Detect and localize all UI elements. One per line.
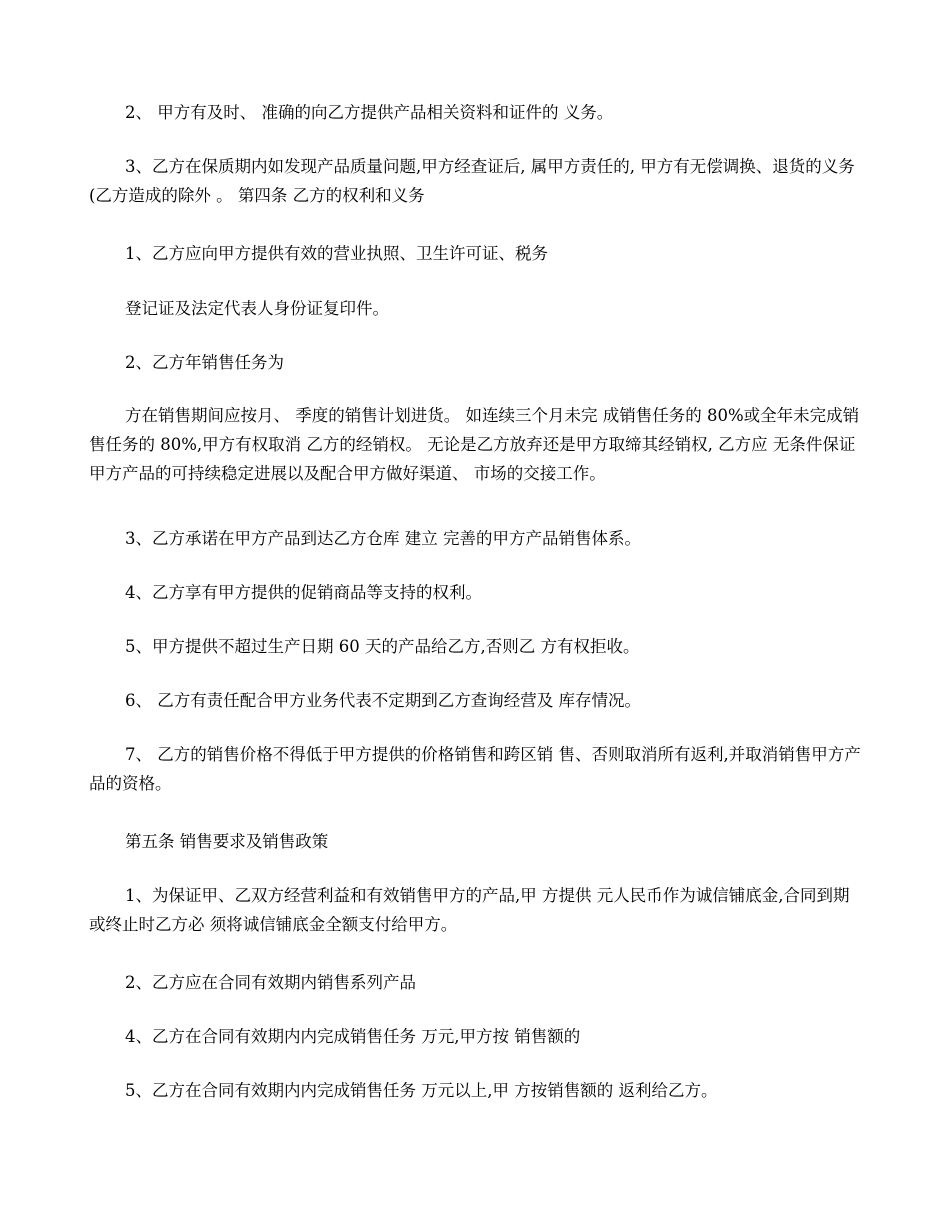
paragraph-11: 7、 乙方的销售价格不得低于甲方提供的价格销售和跨区销 售、否则取消所有返利,并取消销售甲方产品的资格。 bbox=[89, 745, 861, 793]
paragraph-15: 4、乙方在合同有效期内内完成销售任务 万元,甲方按 销售额的 bbox=[125, 1027, 581, 1046]
paragraph-2: 3、乙方在保质期内如发现产品质量问题,甲方经查证后, 属甲方责任的, 甲方有无偿调换、退货的义务 (乙方造成的除外 。 第四条 乙方的权利和义务 bbox=[89, 157, 855, 205]
paragraph-1: 2、 甲方有及时、 准确的向乙方提供产品相关资料和证件的 义务。 bbox=[125, 103, 614, 122]
paragraph-5: 2、乙方年销售任务为 bbox=[125, 353, 284, 372]
paragraph-8: 4、乙方享有甲方提供的促销商品等支持的权利。 bbox=[125, 583, 482, 602]
paragraph-9: 5、甲方提供不超过生产日期 60 天的产品给乙方,否则乙 方有权拒收。 bbox=[125, 637, 640, 656]
paragraph-16: 5、乙方在合同有效期内内完成销售任务 万元以上,甲 方按销售额的 返利给乙方。 bbox=[125, 1081, 718, 1100]
paragraph-14: 2、乙方应在合同有效期内销售系列产品 bbox=[125, 973, 416, 992]
paragraph-6: 方在销售期间应按月、 季度的销售计划进货。 如连续三个月未完 成销售任务的 80%或全年未完成销售任务的 80%,甲方有权取消 乙方的经销权。 无论是乙方放弃还是甲方取缔其经销权, 乙方应 无条件保证甲方产品的可持续稳定进展以及配合甲方做好渠道、 市场的交接工作。 bbox=[89, 406, 860, 483]
paragraph-13: 1、为保证甲、乙双方经营利益和有效销售甲方的产品,甲 方提供 元人民币作为诚信铺底金,合同到期或终止时乙方必 须将诚信铺底金全额支付给甲方。 bbox=[89, 886, 850, 934]
section-heading-5: 第五条 销售要求及销售政策 bbox=[125, 832, 329, 851]
paragraph-3: 1、乙方应向甲方提供有效的营业执照、卫生许可证、税务 bbox=[125, 244, 548, 263]
paragraph-4: 登记证及法定代表人身份证复印件。 bbox=[125, 299, 389, 318]
paragraph-7: 3、乙方承诺在甲方产品到达乙方仓库 建立 完善的甲方产品销售体系。 bbox=[125, 529, 641, 548]
paragraph-10: 6、 乙方有责任配合甲方业务代表不定期到乙方查询经营及 库存情况。 bbox=[125, 691, 641, 710]
